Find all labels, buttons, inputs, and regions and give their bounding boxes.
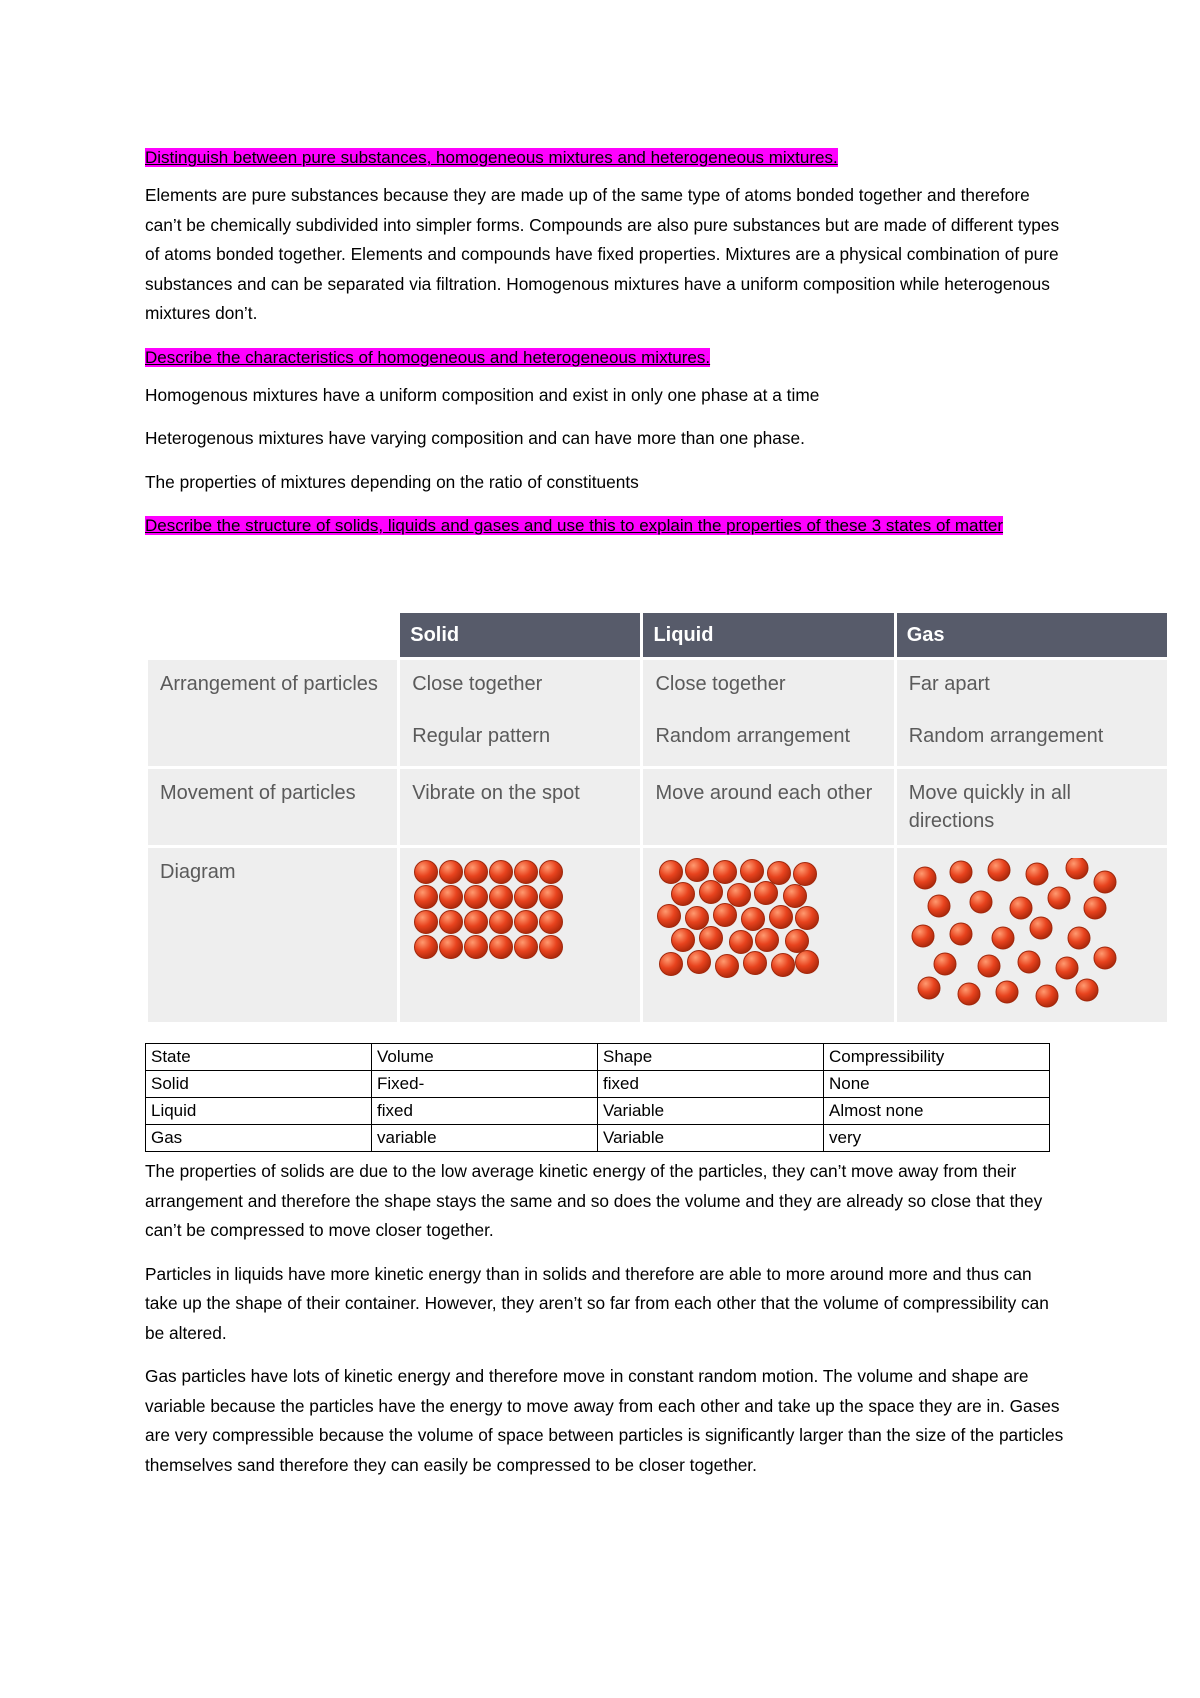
particle-icon xyxy=(540,886,563,909)
particle-icon xyxy=(490,861,513,884)
particle-icon xyxy=(744,952,767,975)
particle-icon xyxy=(714,904,737,927)
paragraph-pure-substances: Elements are pure substances because they are made up of the same type of atoms bonded together and therefore can’t be chemically subdivided into simpler forms. Compounds are also pure substances but are made of different types of atoms bonded together. Elements and compounds have fixed properties. Mixtures are a physical combination of pure substances and can be separated via filtration. Homogenous mixtures have a uniform composition while heterogenous mixtures don’t. xyxy=(145,185,1060,323)
col-liquid: Liquid xyxy=(643,613,893,657)
particle-icon xyxy=(672,883,695,906)
particle-icon xyxy=(686,859,709,882)
movement-gas: Move quickly in all directions xyxy=(897,769,1167,845)
particle-icon xyxy=(540,936,563,959)
liquid-particles-diagram xyxy=(655,858,825,988)
particle-icon xyxy=(540,911,563,934)
col-gas: Gas xyxy=(897,613,1167,657)
particle-icon xyxy=(755,882,778,905)
particle-icon xyxy=(992,927,1014,949)
particle-icon xyxy=(440,936,463,959)
particle-icon xyxy=(912,925,934,947)
particle-icon xyxy=(1076,979,1098,1001)
particle-icon xyxy=(440,911,463,934)
particle-icon xyxy=(996,981,1018,1003)
particle-icon xyxy=(914,867,936,889)
table-row: Liquid fixed Variable Almost none xyxy=(146,1098,1050,1125)
particle-icon xyxy=(660,861,683,884)
paragraph-solids: The properties of solids are due to the low average kinetic energy of the particles, they can’t move away from their arrangement and therefore the shape stays the same and so does the volume and they are already so close that they can’t be compressed to move closer together. xyxy=(145,1161,1043,1240)
particle-icon xyxy=(1048,887,1070,909)
particle-icon xyxy=(970,891,992,913)
particle-icon xyxy=(768,862,791,885)
movement-liquid: Move around each other xyxy=(643,769,893,845)
particle-icon xyxy=(1068,927,1090,949)
particle-icon xyxy=(716,955,739,978)
particle-icon xyxy=(1018,951,1040,973)
particle-icon xyxy=(688,951,711,974)
particle-icon xyxy=(515,911,538,934)
movement-solid: Vibrate on the spot xyxy=(400,769,640,845)
particle-icon xyxy=(742,908,765,931)
particle-icon xyxy=(728,884,751,907)
particle-icon xyxy=(1094,871,1116,893)
particle-icon xyxy=(950,923,972,945)
particle-icon xyxy=(714,861,737,884)
particle-icon xyxy=(784,885,807,908)
particle-icon xyxy=(756,929,779,952)
explanations xyxy=(145,1157,1065,1494)
particle-icon xyxy=(1056,957,1078,979)
particle-icon xyxy=(686,907,709,930)
states-infographic xyxy=(145,610,1170,1025)
paragraph-liquids: Particles in liquids have more kinetic energy than in solids and therefore are able to more around more and thus can take up the shape of their container. However, they aren’t so far from each other that the volume of compressibility can be altered. xyxy=(145,1263,1049,1343)
row-label-diagram: Diagram xyxy=(148,848,397,1022)
particle-icon xyxy=(1026,863,1048,885)
particle-icon xyxy=(415,861,438,884)
document-body xyxy=(145,143,1065,549)
particle-icon xyxy=(928,895,950,917)
paragraph-mixture-properties: The properties of mixtures depending on the ratio of constituents xyxy=(145,471,639,492)
particle-icon xyxy=(490,911,513,934)
particle-icon xyxy=(1010,897,1032,919)
particle-icon xyxy=(1030,917,1052,939)
particle-icon xyxy=(700,927,723,950)
particle-icon xyxy=(465,861,488,884)
particle-icon xyxy=(770,906,793,929)
particle-icon xyxy=(660,953,683,976)
particle-icon xyxy=(465,886,488,909)
particle-icon xyxy=(988,859,1010,881)
particle-icon xyxy=(415,936,438,959)
particle-icon xyxy=(796,907,819,930)
row-label-movement: Movement of particles xyxy=(148,769,397,845)
particle-icon xyxy=(1036,985,1058,1007)
particle-icon xyxy=(440,861,463,884)
heading-pure-substances: Distinguish between pure substances, homogeneous mixtures and heterogeneous mixtures. xyxy=(145,148,838,167)
row-label-arrangement: Arrangement of particles xyxy=(148,660,397,766)
particle-icon xyxy=(440,886,463,909)
particle-icon xyxy=(700,881,723,904)
particle-icon xyxy=(796,951,819,974)
particle-icon xyxy=(415,886,438,909)
particle-icon xyxy=(978,955,1000,977)
table-row: Gas variable Variable very xyxy=(146,1125,1050,1152)
gas-particles-diagram xyxy=(909,858,1119,1008)
diagram-gas xyxy=(897,848,1167,1022)
particle-icon xyxy=(934,953,956,975)
arrangement-gas: Far apart Random arrangement xyxy=(897,660,1167,766)
paragraph-heterogenous: Heterogenous mixtures have varying composition and can have more than one phase. xyxy=(145,428,805,448)
particle-icon xyxy=(794,863,817,886)
particle-icon xyxy=(786,930,809,953)
particle-icon xyxy=(515,861,538,884)
particle-icon xyxy=(772,954,795,977)
diagram-solid xyxy=(400,848,640,1022)
arrangement-liquid: Close together Random arrangement xyxy=(643,660,893,766)
col-solid: Solid xyxy=(400,613,640,657)
particle-icon xyxy=(490,936,513,959)
heading-mixtures: Describe the characteristics of homogeneous and heterogeneous mixtures. xyxy=(145,347,711,367)
paragraph-gases: Gas particles have lots of kinetic energy and therefore move in constant random motion. The volume and shape are variable because the particles have the energy to move away from each other and take up the space they are in. Gases are very compressible because the volume of space between particles is significantly larger than the size of the particles themselves sand therefore they can easily be compressed to be closer together. xyxy=(145,1366,1064,1475)
particle-icon xyxy=(658,905,681,928)
particle-icon xyxy=(490,886,513,909)
properties-header-row: State Volume Shape Compressibility xyxy=(146,1044,1050,1071)
properties-table xyxy=(145,1043,1050,1152)
paragraph-homogenous: Homogenous mixtures have a uniform composition and exist in only one phase at a time xyxy=(145,384,820,405)
particle-icon xyxy=(672,929,695,952)
arrangement-solid: Close together Regular pattern xyxy=(400,660,640,766)
particle-icon xyxy=(958,983,980,1005)
particle-icon xyxy=(515,886,538,909)
solid-particles-diagram xyxy=(412,858,572,988)
particle-icon xyxy=(540,861,563,884)
particle-icon xyxy=(918,977,940,999)
particle-icon xyxy=(515,936,538,959)
particle-icon xyxy=(415,911,438,934)
particle-icon xyxy=(730,931,753,954)
heading-states-of-matter: Describe the structure of solids, liquids and gases and use this to explain the properties of these 3 states of matter xyxy=(145,516,1004,535)
particle-icon xyxy=(950,861,972,883)
diagram-liquid xyxy=(643,848,893,1022)
table-row: Solid Fixed- fixed None xyxy=(146,1071,1050,1098)
particle-icon xyxy=(741,860,764,883)
particle-icon xyxy=(465,911,488,934)
particle-icon xyxy=(1094,947,1116,969)
particle-icon xyxy=(1084,897,1106,919)
particle-icon xyxy=(1066,858,1088,879)
particle-icon xyxy=(465,936,488,959)
